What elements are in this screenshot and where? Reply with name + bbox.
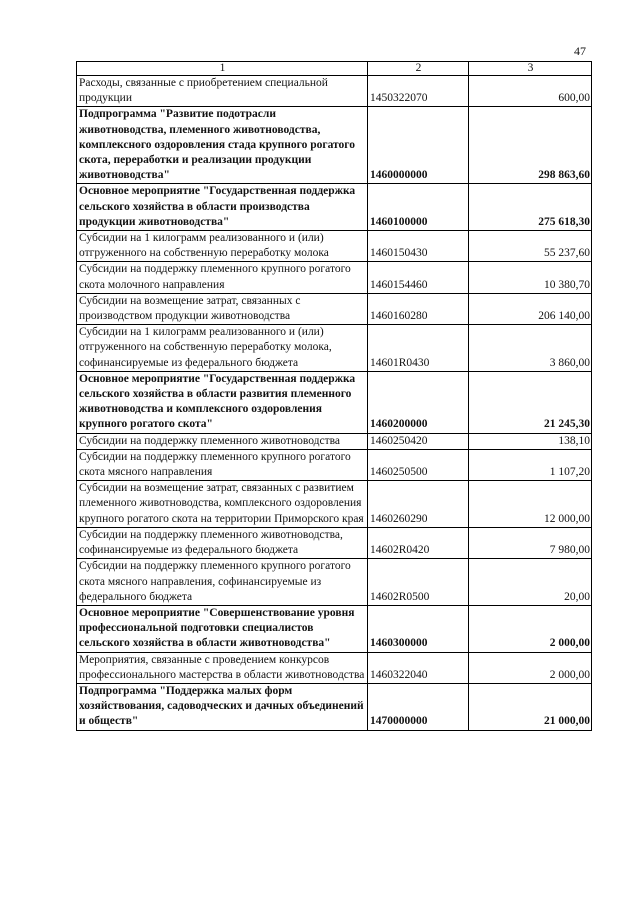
table-row xyxy=(77,107,592,184)
row-code-cell: 1460154460 xyxy=(368,262,469,293)
row-name-cell: Субсидии на возмещение затрат, связанных с развитием племенного животноводства, комплексного оздоровления крупного рогатого скота на территории Приморского края xyxy=(77,481,368,528)
table-row xyxy=(77,231,592,262)
row-amount-cell: 3 860,00 xyxy=(469,325,592,372)
table-row xyxy=(77,559,592,606)
row-name-cell: Подпрограмма "Развитие подотрасли животноводства, племенного животноводства, комплексного оздоровления стада крупного рогатого скота, переработки и реализации продукции животноводства" xyxy=(77,107,368,184)
table-body xyxy=(77,76,592,731)
row-name-cell: Субсидии на поддержку племенного крупного рогатого скота мясного направления, софинансируемые из федерального бюджета xyxy=(77,559,368,606)
row-name-cell: Основное мероприятие "Совершенствование уровня профессиональной подготовки специалистов сельского хозяйства в области животноводства" xyxy=(77,605,368,652)
row-name-cell: Субсидии на поддержку племенного животноводства xyxy=(77,433,368,449)
row-code-cell: 1460100000 xyxy=(368,184,469,231)
row-code-cell: 1460260290 xyxy=(368,481,469,528)
table-row xyxy=(77,76,592,107)
row-code-cell: 1460150430 xyxy=(368,231,469,262)
table-row xyxy=(77,527,592,558)
table-row xyxy=(77,481,592,528)
row-amount-cell: 55 237,60 xyxy=(469,231,592,262)
row-name-cell: Основное мероприятие "Государственная поддержка сельского хозяйства в области развития племенного животноводства и комплексного оздоровления крупного рогатого скота" xyxy=(77,371,368,433)
row-name-cell: Субсидии на поддержку племенного животноводства, софинансируемые из федерального бюджета xyxy=(77,527,368,558)
table-row xyxy=(77,371,592,433)
table-row xyxy=(77,605,592,652)
table-row xyxy=(77,652,592,683)
row-code-cell: 1460200000 xyxy=(368,371,469,433)
row-amount-cell: 21 245,30 xyxy=(469,371,592,433)
column-header-amount: 3 xyxy=(469,62,592,76)
row-amount-cell: 21 000,00 xyxy=(469,683,592,730)
row-name-cell: Субсидии на 1 килограмм реализованного и (или) отгруженного на собственную переработку молока xyxy=(77,231,368,262)
column-header-code: 2 xyxy=(368,62,469,76)
row-code-cell: 1460300000 xyxy=(368,605,469,652)
row-amount-cell: 10 380,70 xyxy=(469,262,592,293)
row-name-cell: Субсидии на поддержку племенного крупного рогатого скота мясного направления xyxy=(77,449,368,480)
row-name-cell: Основное мероприятие "Государственная поддержка сельского хозяйства в области производства продукции животноводства" xyxy=(77,184,368,231)
page-number: 47 xyxy=(574,44,586,58)
row-amount-cell: 2 000,00 xyxy=(469,652,592,683)
column-header-name: 1 xyxy=(77,62,368,76)
row-code-cell: 14602R0420 xyxy=(368,527,469,558)
row-amount-cell: 2 000,00 xyxy=(469,605,592,652)
row-code-cell: 1460250500 xyxy=(368,449,469,480)
row-name-cell: Субсидии на возмещение затрат, связанных с производством продукции животноводства xyxy=(77,293,368,324)
row-name-cell: Расходы, связанные с приобретением специальной продукции xyxy=(77,76,368,107)
row-code-cell: 1460250420 xyxy=(368,433,469,449)
table-row xyxy=(77,433,592,449)
table-row xyxy=(77,262,592,293)
table-row xyxy=(77,293,592,324)
table-header-row xyxy=(77,62,592,76)
table-row xyxy=(77,184,592,231)
row-amount-cell: 7 980,00 xyxy=(469,527,592,558)
row-amount-cell: 12 000,00 xyxy=(469,481,592,528)
row-amount-cell: 1 107,20 xyxy=(469,449,592,480)
row-amount-cell: 275 618,30 xyxy=(469,184,592,231)
row-amount-cell: 206 140,00 xyxy=(469,293,592,324)
table-row xyxy=(77,683,592,730)
row-code-cell: 1470000000 xyxy=(368,683,469,730)
row-amount-cell: 298 863,60 xyxy=(469,107,592,184)
table-row xyxy=(77,449,592,480)
row-name-cell: Субсидии на поддержку племенного крупного рогатого скота молочного направления xyxy=(77,262,368,293)
row-code-cell: 1460160280 xyxy=(368,293,469,324)
row-amount-cell: 138,10 xyxy=(469,433,592,449)
row-code-cell: 1460322040 xyxy=(368,652,469,683)
row-code-cell: 14602R0500 xyxy=(368,559,469,606)
row-code-cell: 1450322070 xyxy=(368,76,469,107)
row-name-cell: Подпрограмма "Поддержка малых форм хозяйствования, садоводческих и дачных объединений и обществ" xyxy=(77,683,368,730)
row-amount-cell: 600,00 xyxy=(469,76,592,107)
budget-table xyxy=(76,61,592,731)
row-name-cell: Мероприятия, связанные с проведением конкурсов профессионального мастерства в области животноводства xyxy=(77,652,368,683)
row-name-cell: Субсидии на 1 килограмм реализованного и (или) отгруженного на собственную переработку молока, софинансируемые из федерального бюджета xyxy=(77,325,368,372)
row-code-cell: 14601R0430 xyxy=(368,325,469,372)
row-amount-cell: 20,00 xyxy=(469,559,592,606)
table-row xyxy=(77,325,592,372)
row-code-cell: 1460000000 xyxy=(368,107,469,184)
